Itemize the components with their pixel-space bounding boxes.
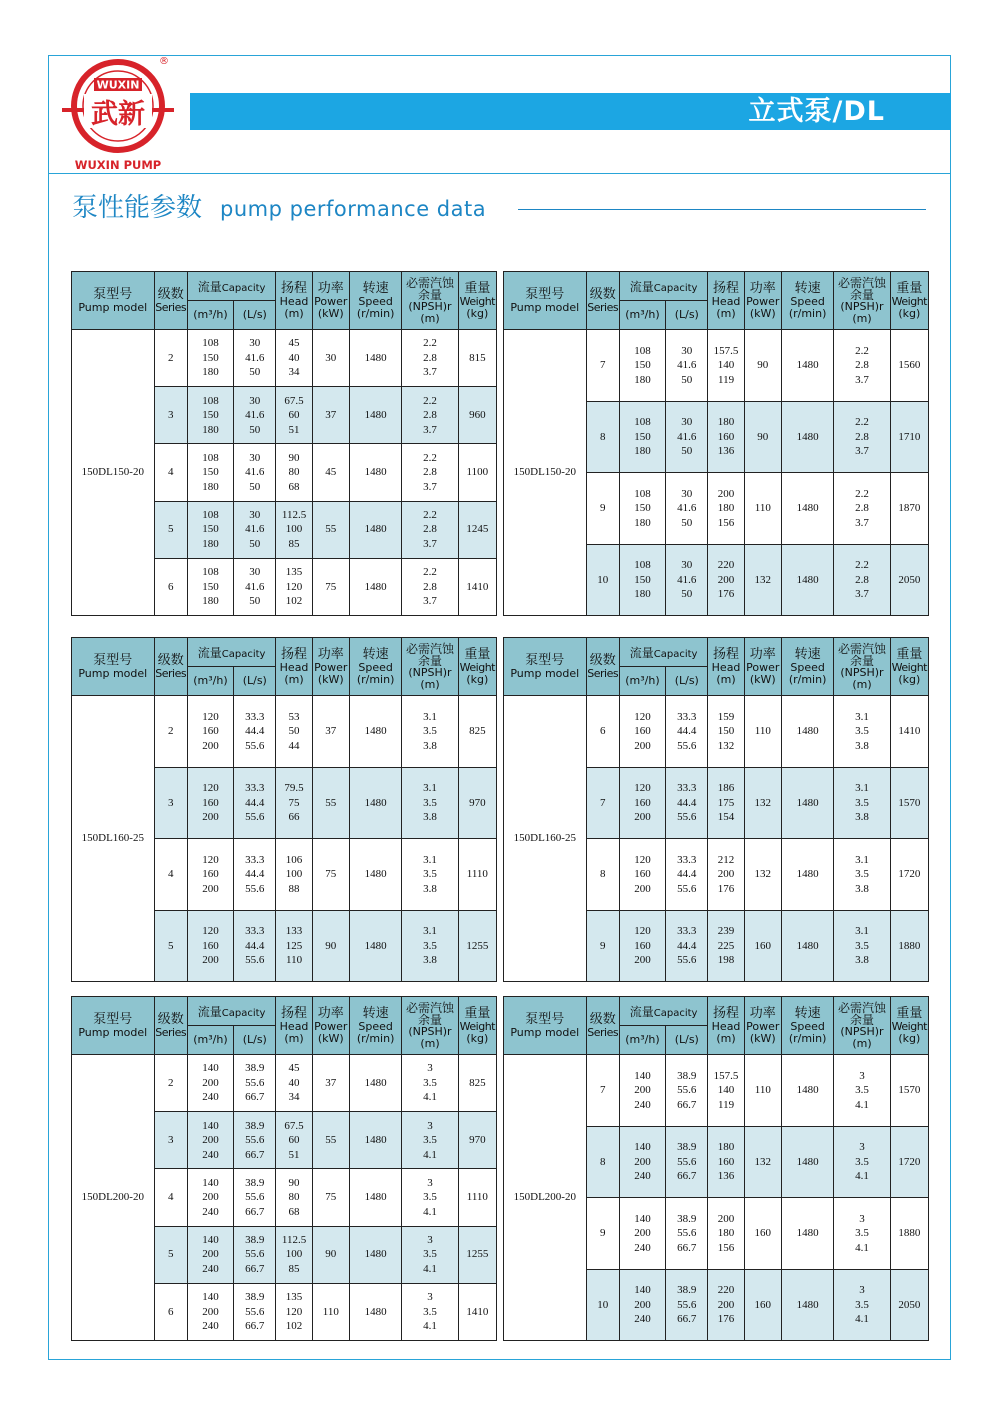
col-power: 功率 Power (kW) (312, 272, 349, 330)
cell-q2: 30 41.6 50 (234, 558, 276, 615)
col-series: 级数 Series (586, 638, 619, 696)
cell-npsh: 2.2 2.8 3.7 (834, 473, 890, 545)
col-capacity-m3h: (m³/h) (187, 1026, 233, 1055)
cell-weight: 1560 (890, 330, 928, 402)
col-npsh: 必需汽蚀余量 (NPSH)r (m) (402, 638, 458, 696)
cell-stage: 8 (586, 1126, 619, 1198)
cell-speed: 1480 (781, 544, 833, 616)
cell-speed: 1480 (349, 444, 401, 501)
cell-power: 110 (744, 696, 781, 768)
cell-stage: 10 (586, 544, 619, 616)
col-weight: 重量 Weight (kg) (890, 638, 928, 696)
col-capacity-m3h: (m³/h) (619, 301, 665, 330)
cell-head: 45 40 34 (276, 330, 312, 387)
cell-weight: 1255 (458, 1226, 496, 1283)
cell-npsh: 3.1 3.5 3.8 (834, 839, 890, 911)
cell-npsh: 2.2 2.8 3.7 (402, 387, 458, 444)
cell-stage: 8 (586, 839, 619, 911)
cell-stage: 5 (154, 1226, 187, 1283)
cell-power: 110 (744, 1055, 781, 1127)
col-weight: 重量 Weight (kg) (458, 997, 496, 1055)
cell-head: 112.5 100 85 (276, 1226, 312, 1283)
cell-stage: 4 (154, 444, 187, 501)
cell-q1: 140 200 240 (619, 1198, 665, 1270)
cell-weight: 1720 (890, 839, 928, 911)
cell-power: 132 (744, 544, 781, 616)
cell-head: 112.5 100 85 (276, 501, 312, 558)
cell-q1: 140 200 240 (187, 1112, 233, 1169)
cell-npsh: 2.2 2.8 3.7 (402, 330, 458, 387)
col-speed: 转速 Speed (r/min) (781, 638, 833, 696)
cell-power: 55 (312, 767, 349, 839)
cell-q2: 38.9 55.6 66.7 (234, 1112, 276, 1169)
cell-npsh: 3.1 3.5 3.8 (402, 910, 458, 982)
section-title-en: pump performance data (220, 197, 487, 221)
col-model: 泵型号 Pump model (72, 997, 155, 1055)
col-speed: 转速 Speed (r/min) (781, 272, 833, 330)
cell-speed: 1480 (349, 1169, 401, 1226)
cell-head: 180 160 136 (708, 1126, 744, 1198)
cell-weight: 1720 (890, 1126, 928, 1198)
cell-head: 200 180 156 (708, 1198, 744, 1270)
cell-power: 90 (744, 330, 781, 402)
cell-power: 75 (312, 1169, 349, 1226)
cell-q1: 108 150 180 (619, 330, 665, 402)
cell-speed: 1480 (781, 401, 833, 473)
cell-q1: 120 160 200 (619, 839, 665, 911)
col-weight: 重量 Weight (kg) (890, 272, 928, 330)
cell-power: 160 (744, 1269, 781, 1341)
cell-q2: 38.9 55.6 66.7 (234, 1283, 276, 1340)
col-npsh: 必需汽蚀余量 (NPSH)r (m) (402, 997, 458, 1055)
cell-npsh: 3 3.5 4.1 (834, 1269, 890, 1341)
col-speed: 转速 Speed (r/min) (781, 997, 833, 1055)
cell-weight: 825 (458, 696, 496, 768)
section-title (72, 190, 486, 226)
cell-q1: 120 160 200 (187, 839, 233, 911)
cell-stage: 6 (586, 696, 619, 768)
cell-head: 135 120 102 (276, 1283, 312, 1340)
cell-weight: 1410 (458, 558, 496, 615)
cell-power: 75 (312, 558, 349, 615)
cell-stage: 7 (586, 1055, 619, 1127)
cell-q2: 38.9 55.6 66.7 (234, 1169, 276, 1226)
col-model: 泵型号 Pump model (72, 272, 155, 330)
cell-power: 75 (312, 839, 349, 911)
cell-head: 212 200 176 (708, 839, 744, 911)
cell-weight: 970 (458, 1112, 496, 1169)
cell-q1: 120 160 200 (619, 767, 665, 839)
cell-q1: 108 150 180 (619, 401, 665, 473)
cell-stage: 3 (154, 1112, 187, 1169)
col-speed: 转速 Speed (r/min) (349, 638, 401, 696)
cell-stage: 6 (154, 1283, 187, 1340)
col-capacity-ls: (L/s) (234, 301, 276, 330)
cell-npsh: 3 3.5 4.1 (402, 1226, 458, 1283)
cell-speed: 1480 (781, 1126, 833, 1198)
col-series: 级数 Series (154, 638, 187, 696)
cell-npsh: 3 3.5 4.1 (834, 1055, 890, 1127)
col-power: 功率 Power (kW) (312, 638, 349, 696)
cell-q1: 140 200 240 (619, 1269, 665, 1341)
cell-speed: 1480 (781, 1198, 833, 1270)
cell-head: 157.5 140 119 (708, 330, 744, 402)
cell-weight: 1110 (458, 1169, 496, 1226)
logo-mid-text: 武新 (91, 99, 145, 130)
cell-q1: 140 200 240 (187, 1283, 233, 1340)
cell-q1: 140 200 240 (619, 1126, 665, 1198)
table-row (72, 696, 497, 768)
cell-head: 133 125 110 (276, 910, 312, 982)
col-npsh: 必需汽蚀余量 (NPSH)r (m) (834, 638, 890, 696)
col-capacity-ls: (L/s) (234, 1026, 276, 1055)
col-head: 扬程 Head (m) (276, 997, 312, 1055)
cell-npsh: 2.2 2.8 3.7 (834, 544, 890, 616)
cell-stage: 5 (154, 501, 187, 558)
cell-q1: 108 150 180 (619, 544, 665, 616)
cell-speed: 1480 (349, 767, 401, 839)
cell-q1: 120 160 200 (619, 696, 665, 768)
cell-head: 220 200 176 (708, 1269, 744, 1341)
col-capacity: 流量Capacity (619, 997, 708, 1026)
cell-weight: 1100 (458, 444, 496, 501)
cell-npsh: 3.1 3.5 3.8 (834, 767, 890, 839)
col-series: 级数 Series (154, 272, 187, 330)
col-power: 功率 Power (kW) (744, 272, 781, 330)
cell-q2: 30 41.6 50 (234, 330, 276, 387)
cell-speed: 1480 (781, 473, 833, 545)
cell-speed: 1480 (781, 330, 833, 402)
cell-speed: 1480 (349, 696, 401, 768)
cell-power: 90 (312, 1226, 349, 1283)
cell-q1: 108 150 180 (187, 444, 233, 501)
cell-npsh: 3.1 3.5 3.8 (402, 696, 458, 768)
cell-weight: 1410 (458, 1283, 496, 1340)
cell-q1: 120 160 200 (187, 696, 233, 768)
table-row (72, 330, 497, 387)
cell-power: 110 (744, 473, 781, 545)
cell-q2: 38.9 55.6 66.7 (666, 1055, 708, 1127)
table-row (504, 696, 929, 768)
cell-q2: 33.3 44.4 55.6 (234, 696, 276, 768)
cell-head: 45 40 34 (276, 1055, 312, 1112)
col-capacity-ls: (L/s) (666, 301, 708, 330)
cell-speed: 1480 (349, 1055, 401, 1112)
cell-power: 37 (312, 387, 349, 444)
col-head: 扬程 Head (m) (708, 272, 744, 330)
registered-mark: ® (159, 56, 169, 67)
cell-power: 132 (744, 1126, 781, 1198)
cell-power: 160 (744, 1198, 781, 1270)
cell-q2: 30 41.6 50 (666, 544, 708, 616)
cell-head: 67.5 60 51 (276, 387, 312, 444)
cell-head: 239 225 198 (708, 910, 744, 982)
cell-power: 90 (312, 910, 349, 982)
cell-power: 55 (312, 501, 349, 558)
cell-speed: 1480 (349, 839, 401, 911)
cell-stage: 6 (154, 558, 187, 615)
cell-power: 110 (312, 1283, 349, 1340)
cell-npsh: 3 3.5 4.1 (402, 1112, 458, 1169)
cell-stage: 3 (154, 767, 187, 839)
col-model: 泵型号 Pump model (504, 272, 587, 330)
cell-q2: 38.9 55.6 66.7 (666, 1198, 708, 1270)
cell-q1: 120 160 200 (187, 910, 233, 982)
cell-weight: 1870 (890, 473, 928, 545)
cell-q2: 38.9 55.6 66.7 (666, 1269, 708, 1341)
cell-head: 106 100 88 (276, 839, 312, 911)
performance-table (503, 996, 929, 1341)
cell-stage: 4 (154, 839, 187, 911)
cell-q2: 33.3 44.4 55.6 (666, 696, 708, 768)
performance-table (71, 996, 497, 1341)
cell-head: 135 120 102 (276, 558, 312, 615)
model-cell: 150DL160-25 (72, 696, 155, 982)
cell-stage: 2 (154, 330, 187, 387)
col-capacity-ls: (L/s) (234, 667, 276, 696)
cell-speed: 1480 (781, 1055, 833, 1127)
cell-speed: 1480 (349, 387, 401, 444)
table-row (72, 1055, 497, 1112)
cell-stage: 10 (586, 1269, 619, 1341)
col-head: 扬程 Head (m) (276, 638, 312, 696)
cell-q1: 108 150 180 (619, 473, 665, 545)
cell-stage: 2 (154, 1055, 187, 1112)
cell-weight: 1410 (890, 696, 928, 768)
col-weight: 重量 Weight (kg) (890, 997, 928, 1055)
col-power: 功率 Power (kW) (312, 997, 349, 1055)
col-head: 扬程 Head (m) (708, 638, 744, 696)
cell-npsh: 3.1 3.5 3.8 (834, 910, 890, 982)
cell-npsh: 3 3.5 4.1 (402, 1283, 458, 1340)
cell-q2: 38.9 55.6 66.7 (234, 1226, 276, 1283)
cell-stage: 9 (586, 1198, 619, 1270)
cell-weight: 1255 (458, 910, 496, 982)
section-rule (518, 209, 926, 210)
cell-q1: 120 160 200 (619, 910, 665, 982)
cell-stage: 3 (154, 387, 187, 444)
cell-speed: 1480 (781, 839, 833, 911)
col-capacity: 流量Capacity (187, 997, 276, 1026)
cell-q2: 33.3 44.4 55.6 (234, 767, 276, 839)
cell-q2: 30 41.6 50 (234, 444, 276, 501)
col-capacity: 流量Capacity (619, 272, 708, 301)
cell-speed: 1480 (349, 1226, 401, 1283)
header-banner (190, 93, 951, 130)
cell-head: 90 80 68 (276, 1169, 312, 1226)
model-cell: 150DL200-20 (504, 1055, 587, 1341)
cell-power: 90 (744, 401, 781, 473)
cell-q2: 30 41.6 50 (666, 401, 708, 473)
cell-npsh: 3 3.5 4.1 (402, 1055, 458, 1112)
cell-stage: 7 (586, 767, 619, 839)
cell-q2: 33.3 44.4 55.6 (666, 910, 708, 982)
cell-q2: 33.3 44.4 55.6 (666, 767, 708, 839)
col-capacity-ls: (L/s) (666, 667, 708, 696)
cell-weight: 970 (458, 767, 496, 839)
cell-npsh: 2.2 2.8 3.7 (402, 501, 458, 558)
model-cell: 150DL150-20 (504, 330, 587, 616)
cell-weight: 1880 (890, 1198, 928, 1270)
cell-speed: 1480 (349, 558, 401, 615)
cell-npsh: 3 3.5 4.1 (834, 1126, 890, 1198)
cell-npsh: 3.1 3.5 3.8 (402, 839, 458, 911)
cell-weight: 1110 (458, 839, 496, 911)
cell-weight: 1570 (890, 1055, 928, 1127)
performance-table (503, 637, 929, 982)
cell-head: 180 160 136 (708, 401, 744, 473)
col-capacity: 流量Capacity (187, 638, 276, 667)
col-capacity: 流量Capacity (187, 272, 276, 301)
cell-speed: 1480 (349, 1283, 401, 1340)
cell-q2: 38.9 55.6 66.7 (234, 1055, 276, 1112)
cell-speed: 1480 (349, 501, 401, 558)
col-model: 泵型号 Pump model (72, 638, 155, 696)
col-model: 泵型号 Pump model (504, 997, 587, 1055)
cell-weight: 825 (458, 1055, 496, 1112)
cell-head: 220 200 176 (708, 544, 744, 616)
cell-power: 37 (312, 1055, 349, 1112)
header-divider (48, 173, 951, 174)
col-speed: 转速 Speed (r/min) (349, 272, 401, 330)
col-capacity-m3h: (m³/h) (619, 667, 665, 696)
cell-q1: 120 160 200 (187, 767, 233, 839)
cell-head: 157.5 140 119 (708, 1055, 744, 1127)
model-cell: 150DL160-25 (504, 696, 587, 982)
cell-q2: 30 41.6 50 (234, 387, 276, 444)
col-series: 级数 Series (586, 997, 619, 1055)
cell-power: 30 (312, 330, 349, 387)
performance-table (71, 271, 497, 616)
cell-weight: 1245 (458, 501, 496, 558)
cell-q1: 140 200 240 (187, 1169, 233, 1226)
cell-q1: 108 150 180 (187, 558, 233, 615)
cell-power: 37 (312, 696, 349, 768)
cell-head: 159 150 132 (708, 696, 744, 768)
cell-speed: 1480 (781, 910, 833, 982)
cell-head: 67.5 60 51 (276, 1112, 312, 1169)
col-head: 扬程 Head (m) (708, 997, 744, 1055)
cell-npsh: 2.2 2.8 3.7 (402, 558, 458, 615)
cell-speed: 1480 (349, 330, 401, 387)
col-npsh: 必需汽蚀余量 (NPSH)r (m) (402, 272, 458, 330)
col-speed: 转速 Speed (r/min) (349, 997, 401, 1055)
cell-stage: 4 (154, 1169, 187, 1226)
logo-bottom-text: WUXIN PUMP (74, 158, 162, 172)
cell-npsh: 2.2 2.8 3.7 (402, 444, 458, 501)
cell-power: 132 (744, 839, 781, 911)
col-weight: 重量 Weight (kg) (458, 638, 496, 696)
cell-speed: 1480 (349, 1112, 401, 1169)
cell-head: 186 175 154 (708, 767, 744, 839)
cell-npsh: 3 3.5 4.1 (402, 1169, 458, 1226)
col-npsh: 必需汽蚀余量 (NPSH)r (m) (834, 997, 890, 1055)
cell-stage: 2 (154, 696, 187, 768)
cell-weight: 2050 (890, 1269, 928, 1341)
section-title-zh: 泵性能参数 (72, 193, 203, 223)
cell-npsh: 3.1 3.5 3.8 (834, 696, 890, 768)
model-cell: 150DL200-20 (72, 1055, 155, 1341)
cell-npsh: 3.1 3.5 3.8 (402, 767, 458, 839)
cell-npsh: 3 3.5 4.1 (834, 1198, 890, 1270)
cell-q1: 108 150 180 (187, 387, 233, 444)
cell-weight: 1880 (890, 910, 928, 982)
cell-speed: 1480 (781, 1269, 833, 1341)
col-head: 扬程 Head (m) (276, 272, 312, 330)
col-capacity-m3h: (m³/h) (187, 667, 233, 696)
cell-q2: 30 41.6 50 (666, 473, 708, 545)
cell-weight: 1570 (890, 767, 928, 839)
col-capacity-m3h: (m³/h) (187, 301, 233, 330)
cell-head: 200 180 156 (708, 473, 744, 545)
cell-stage: 8 (586, 401, 619, 473)
col-capacity: 流量Capacity (619, 638, 708, 667)
cell-q1: 108 150 180 (187, 330, 233, 387)
col-power: 功率 Power (kW) (744, 638, 781, 696)
cell-stage: 5 (154, 910, 187, 982)
cell-power: 55 (312, 1112, 349, 1169)
cell-q2: 30 41.6 50 (234, 501, 276, 558)
col-model: 泵型号 Pump model (504, 638, 587, 696)
cell-head: 53 50 44 (276, 696, 312, 768)
cell-speed: 1480 (781, 696, 833, 768)
cell-npsh: 2.2 2.8 3.7 (834, 330, 890, 402)
cell-q1: 140 200 240 (619, 1055, 665, 1127)
cell-head: 79.5 75 66 (276, 767, 312, 839)
cell-weight: 815 (458, 330, 496, 387)
cell-stage: 9 (586, 473, 619, 545)
col-power: 功率 Power (kW) (744, 997, 781, 1055)
cell-q1: 140 200 240 (187, 1226, 233, 1283)
cell-q2: 33.3 44.4 55.6 (666, 839, 708, 911)
cell-power: 45 (312, 444, 349, 501)
cell-speed: 1480 (781, 767, 833, 839)
col-series: 级数 Series (154, 997, 187, 1055)
cell-stage: 9 (586, 910, 619, 982)
col-weight: 重量 Weight (kg) (458, 272, 496, 330)
model-cell: 150DL150-20 (72, 330, 155, 616)
cell-npsh: 2.2 2.8 3.7 (834, 401, 890, 473)
cell-weight: 1710 (890, 401, 928, 473)
col-series: 级数 Series (586, 272, 619, 330)
cell-power: 160 (744, 910, 781, 982)
performance-table (71, 637, 497, 982)
cell-speed: 1480 (349, 910, 401, 982)
table-row (504, 1055, 929, 1127)
cell-q2: 38.9 55.6 66.7 (666, 1126, 708, 1198)
cell-stage: 7 (586, 330, 619, 402)
cell-q2: 30 41.6 50 (666, 330, 708, 402)
performance-table (503, 271, 929, 616)
cell-q1: 108 150 180 (187, 501, 233, 558)
cell-q1: 140 200 240 (187, 1055, 233, 1112)
col-npsh: 必需汽蚀余量 (NPSH)r (m) (834, 272, 890, 330)
logo-top-text: WUXIN (96, 78, 140, 92)
cell-q2: 33.3 44.4 55.6 (234, 839, 276, 911)
wuxin-logo (58, 56, 178, 172)
page-title: 立式泵/DL (748, 96, 885, 127)
cell-q2: 33.3 44.4 55.6 (234, 910, 276, 982)
table-row (504, 330, 929, 402)
cell-power: 132 (744, 767, 781, 839)
col-capacity-m3h: (m³/h) (619, 1026, 665, 1055)
cell-weight: 2050 (890, 544, 928, 616)
cell-weight: 960 (458, 387, 496, 444)
col-capacity-ls: (L/s) (666, 1026, 708, 1055)
cell-head: 90 80 68 (276, 444, 312, 501)
